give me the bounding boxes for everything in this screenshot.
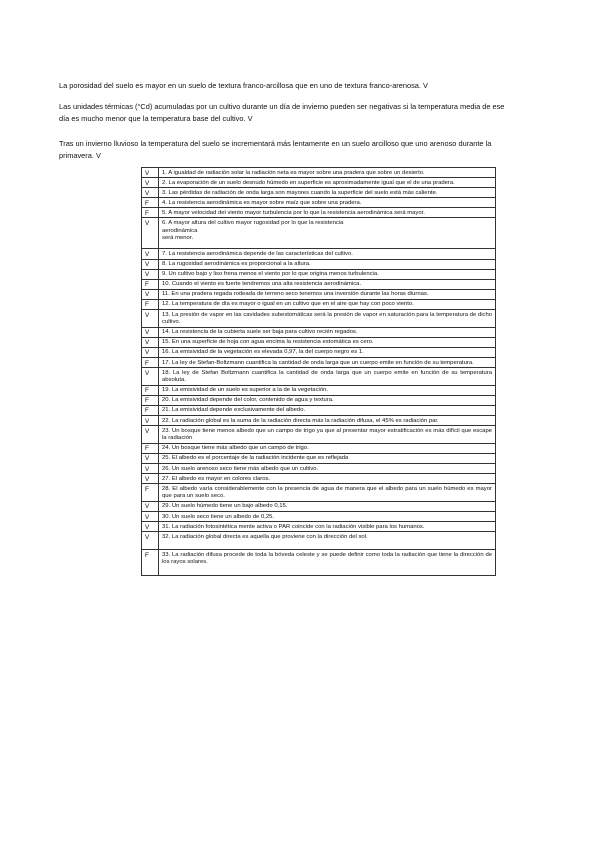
table-row <box>142 188 496 198</box>
table-row <box>142 218 496 249</box>
table-row <box>142 259 496 269</box>
answer-cell: F <box>142 198 159 208</box>
table-row <box>142 474 496 484</box>
table-row <box>142 453 496 463</box>
answer-cell: V <box>142 512 159 522</box>
table-row <box>142 310 496 328</box>
statement-cell: 5. A mayor velocidad del viento mayor turbulencia por lo que la resistencia aerodinámica será mayor. <box>159 208 496 218</box>
table-row <box>142 512 496 522</box>
table-row <box>142 416 496 426</box>
table-row <box>142 168 496 178</box>
answer-cell: V <box>142 474 159 484</box>
statement-cell: 16. La emisividad de la vegetación es elevada 0,97, la del cuerpo negro es 1. <box>159 347 496 357</box>
true-false-table <box>141 167 496 576</box>
answer-cell: V <box>142 347 159 357</box>
statement-cell: 4. La resistencia aerodinámica es mayor sobre maíz que sobre una pradera. <box>159 198 496 208</box>
statement-cell: 15. En una superficie de hoja con agua encima la resistencia estomática es cero. <box>159 337 496 347</box>
table-row <box>142 426 496 444</box>
intro-paragraph-3: Tras un invierno lluvioso la temperatura del suelo se incrementará más lentamente en un suelo arcilloso que uno arenoso durante la primavera. V <box>59 139 492 160</box>
answer-cell: V <box>142 259 159 269</box>
table-row <box>142 289 496 299</box>
answer-cell: F <box>142 405 159 415</box>
answer-cell: V <box>142 289 159 299</box>
table-row <box>142 198 496 208</box>
answer-cell: V <box>142 368 159 386</box>
statement-cell: 14. La resistencia de la cubierta suele ser baja para cultivo recién regados. <box>159 327 496 337</box>
statement-cell: 22. La radiación global es la suma de la radiación directa más la radiación difusa, el 45% es radiación par. <box>159 416 496 426</box>
table-row <box>142 208 496 218</box>
statement-cell: 21. La emisividad depende exclusivamente del albedo. <box>159 405 496 415</box>
table-row <box>142 178 496 188</box>
statement-cell: 27. El albedo es mayor en colores claros. <box>159 474 496 484</box>
table-row <box>142 385 496 395</box>
table-row <box>142 269 496 279</box>
table-row <box>142 279 496 289</box>
answer-cell: V <box>142 269 159 279</box>
answer-cell: V <box>142 249 159 259</box>
answer-cell: V <box>142 426 159 444</box>
answer-cell: V <box>142 453 159 463</box>
statement-cell: 28. El albedo varía considerablemente con la presencia de agua de manera que el albedo para un suelo húmedo es mayor que para un suelo seco. <box>159 484 496 502</box>
answer-cell: F <box>142 443 159 453</box>
answer-cell: F <box>142 279 159 289</box>
answer-cell: F <box>142 484 159 502</box>
table-row <box>142 299 496 309</box>
table-row <box>142 347 496 357</box>
answer-cell: V <box>142 416 159 426</box>
answer-cell: V <box>142 501 159 511</box>
statement-cell: 9. Un cultivo bajo y liso frena menos el viento por lo que origina menos turbulencia. <box>159 269 496 279</box>
answer-cell: V <box>142 188 159 198</box>
statement-cell: 13. La presión de vapor en las cavidades subestomáticas será la presión de vapor en saturación para la temperatura de dicho cultivo. <box>159 310 496 328</box>
table-row <box>142 532 496 550</box>
answer-cell: V <box>142 310 159 328</box>
table-row <box>142 522 496 532</box>
answer-cell: F <box>142 299 159 309</box>
table-row <box>142 337 496 347</box>
statement-cell: 2. La evaporación de un suelo desnudo húmedo en superficie es aproximadamente igual que el de una pradera. <box>159 178 496 188</box>
statement-cell: 19. La emisividad de un suelo es superior a la de la vegetación. <box>159 385 496 395</box>
statement-cell: 7. La resistencia aerodinámica depende de las características del cultivo. <box>159 249 496 259</box>
statement-cell: 8. La rugosidad aerodinámica es proporcional a la altura. <box>159 259 496 269</box>
intro-paragraph-1: La porosidad del suelo es mayor en un suelo de textura franco-arcillosa que en uno de textura franco-arenosa. V <box>59 81 428 90</box>
table-row <box>142 368 496 386</box>
answer-cell: V <box>142 464 159 474</box>
answer-cell: V <box>142 218 159 249</box>
answer-cell: F <box>142 385 159 395</box>
statement-cell: 18. La ley de Stefan Boltzmann cuantifica la cantidad de onda larga que un cuerpo emite en función de su temperatura absoluta. <box>159 368 496 386</box>
table-row <box>142 405 496 415</box>
statement-cell: 23. Un bosque tiene menos albedo que un campo de trigo ya que al presentar mayor estratificación es más difícil que escape la radiación <box>159 426 496 444</box>
statement-cell: 6. A mayor altura del cultivo mayor rugosidad por lo que la resistencia aerodinámica será menor. <box>159 218 496 249</box>
statement-cell: 12. La temperatura de día es mayor o igual en un cultivo que en el aire que hay con poco viento. <box>159 299 496 309</box>
answer-cell: V <box>142 337 159 347</box>
statement-cell: 17. La ley de Stefan-Boltzmann cuantifica la cantidad de onda larga que un cuerpo emite en función de su temperatura. <box>159 358 496 368</box>
statement-cell: 32. La radiación global directa es aquella que proviene con la dirección del sol. <box>159 532 496 550</box>
statement-cell: 25. El albedo es el porcentaje de la radiación incidente que es reflejada <box>159 453 496 463</box>
table-row <box>142 464 496 474</box>
statement-cell: 31. La radiación fotosintética mente activa o PAR coincide con la radiación visible para los humanos. <box>159 522 496 532</box>
table-row <box>142 395 496 405</box>
statement-cell: 20. La emisividad depende del color, contenido de agua y textura. <box>159 395 496 405</box>
table-row <box>142 249 496 259</box>
table-row <box>142 484 496 502</box>
answer-cell: V <box>142 532 159 550</box>
answer-cell: F <box>142 208 159 218</box>
table-row <box>142 443 496 453</box>
statement-cell: 29. Un suelo húmedo tiene un bajo albedo 0,15. <box>159 501 496 511</box>
statement-cell: 33. La radiación difusa procede de toda la bóveda celeste y se puede definir como toda la radiación que tiene la dirección de los rayos solares. <box>159 550 496 576</box>
answer-cell: V <box>142 168 159 178</box>
answer-cell: F <box>142 358 159 368</box>
table-row <box>142 501 496 511</box>
answer-cell: V <box>142 522 159 532</box>
intro-paragraph-2: Las unidades térmicas (°Cd) acumuladas por un cultivo durante un día de invierno pueden ser negativas si la temperatura media de ese día es mucho menor que la temperatura base del cultivo. V <box>59 102 505 123</box>
answer-cell: F <box>142 550 159 576</box>
statement-cell: 3. Las pérdidas de radiación de onda larga son mayores cuando la superficie del suelo está más caliente. <box>159 188 496 198</box>
statement-cell: 30. Un suelo seco tiene un albedo de 0,25. <box>159 512 496 522</box>
answer-cell: F <box>142 395 159 405</box>
table-row <box>142 327 496 337</box>
statement-cell: 1. A igualdad de radiación solar la radiación neta es mayor sobre una pradera que sobre un desierto. <box>159 168 496 178</box>
statement-cell: 26. Un suelo arenoso seco tiene más albedo que un cultivo. <box>159 464 496 474</box>
table-row <box>142 550 496 576</box>
statement-cell: 24. Un bosque tiene más albedo que un campo de trigo. <box>159 443 496 453</box>
answer-cell: V <box>142 178 159 188</box>
answer-cell: V <box>142 327 159 337</box>
statement-cell: 11. En una pradera regada rodeada de terreno seco tenemos una inversión durante las horas diurnas. <box>159 289 496 299</box>
statement-cell: 10. Cuando el viento es fuerte tendremos una alta resistencia aerodinámica. <box>159 279 496 289</box>
table-row <box>142 358 496 368</box>
